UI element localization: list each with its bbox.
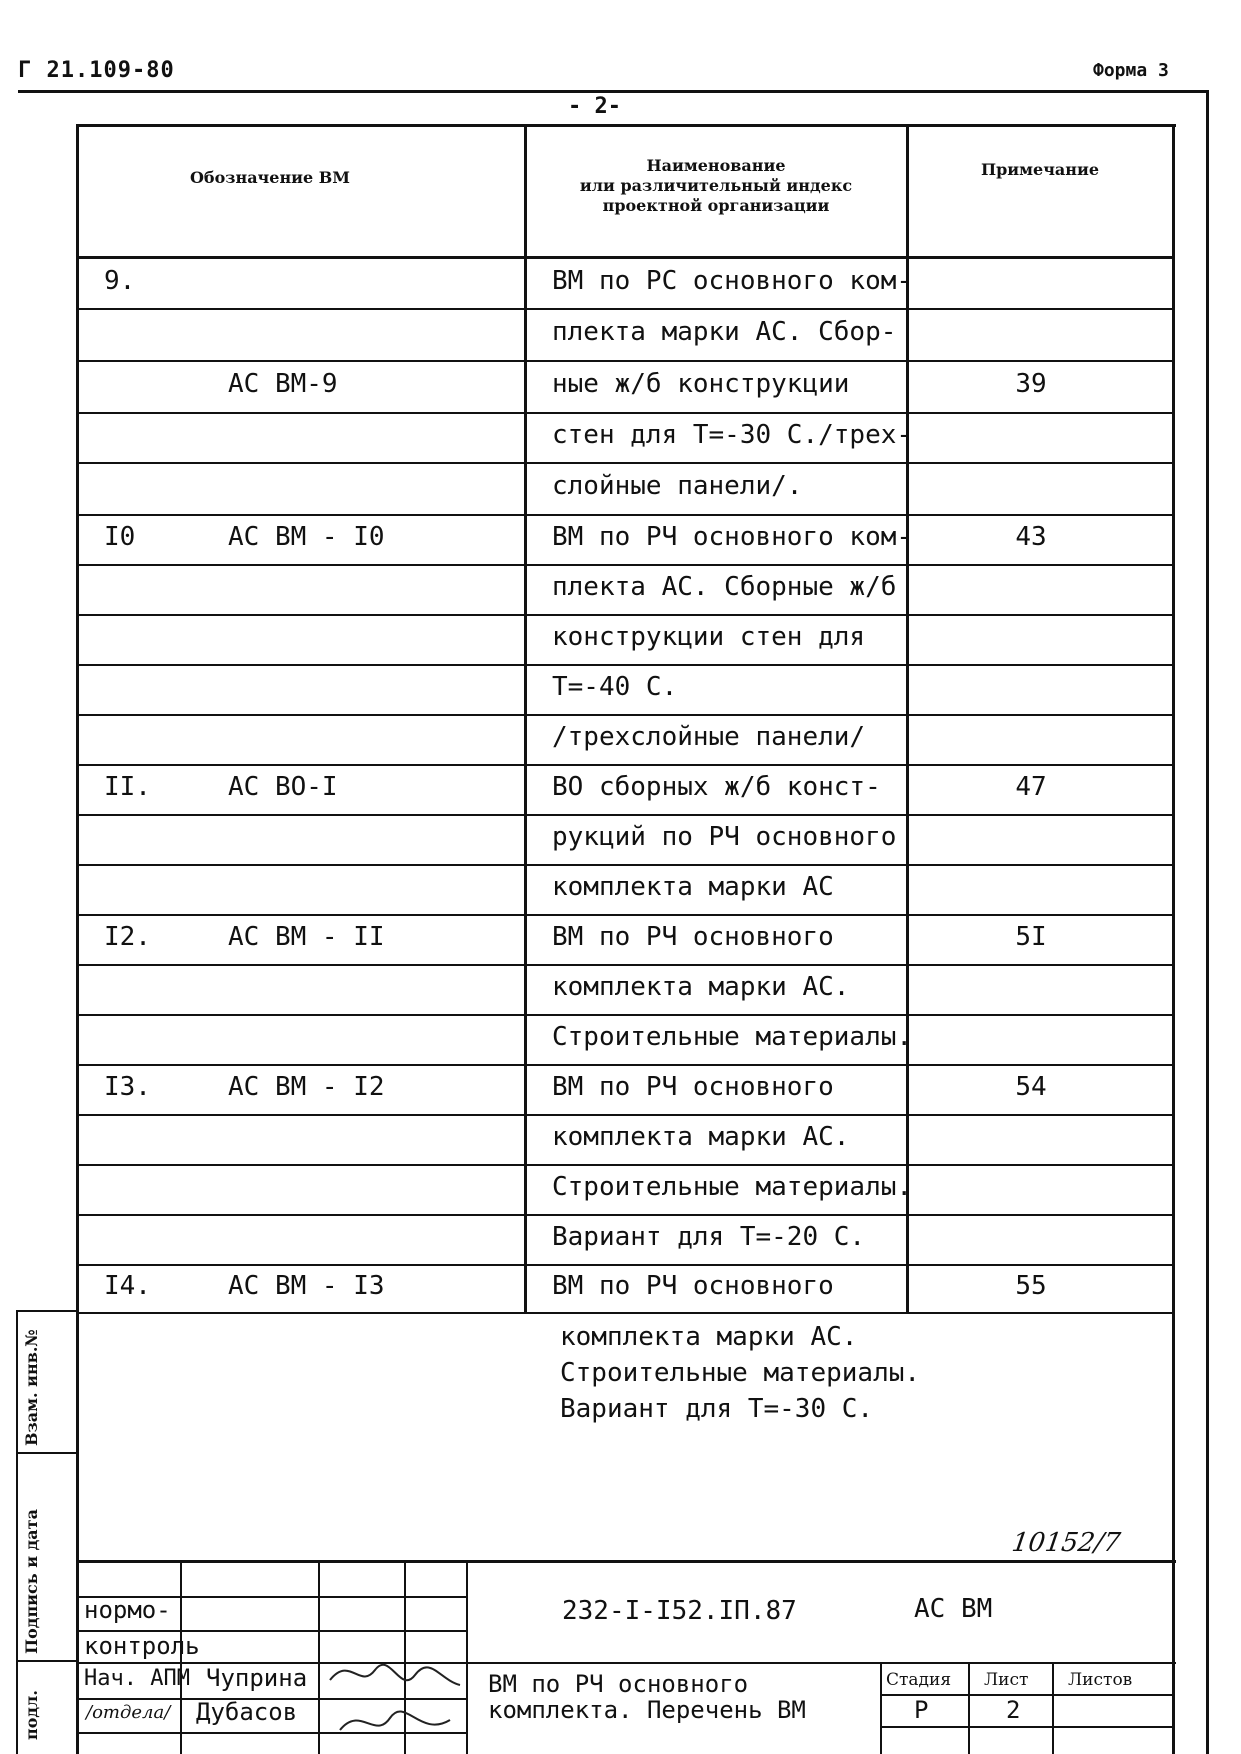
top-frame-line [18, 90, 1208, 93]
row-note: 39 [1015, 369, 1047, 399]
head-role: Нач. АПМ [84, 1666, 190, 1691]
row-name: Т=-40 С. [552, 672, 678, 702]
row-name: Строительные материалы. [552, 1022, 913, 1052]
row-designation: АС ВМ - II [228, 922, 385, 952]
dept-role: /отдела/ [86, 1702, 171, 1723]
trailing-line-2: Строительные материалы. [560, 1358, 921, 1388]
col-header-designation: Обозначение ВМ [189, 168, 351, 187]
col-header-name-line2: или различительный индекс [579, 176, 853, 195]
row-name: комплекта марки АС. [552, 972, 850, 1002]
row-number: I0 [104, 522, 136, 552]
head-name: Чуприна [206, 1664, 308, 1692]
document-mark: АС ВМ [914, 1594, 993, 1624]
col-divider-1 [524, 124, 527, 1312]
col-header-note: Примечание [980, 160, 1100, 179]
col-header-name-line1: Наименование [646, 156, 786, 175]
signature-strokes [320, 1650, 470, 1754]
row-divider [76, 564, 1174, 566]
row-name: рукций по РЧ основного [552, 822, 897, 852]
row-divider [76, 462, 1174, 464]
row-divider [76, 914, 1174, 916]
row-designation: АС ВМ - I3 [228, 1271, 385, 1301]
standard-ref: Г 21.109-80 [18, 58, 175, 83]
table-left-line [76, 124, 79, 1754]
row-divider [76, 664, 1174, 666]
sheets-label: Листов [1068, 1670, 1133, 1690]
tb-h7 [880, 1726, 1174, 1728]
tb-v7 [1052, 1662, 1054, 1754]
row-name: ВМ по РЧ основного [552, 1271, 834, 1301]
col-header-name [526, 156, 906, 216]
norm-control-label-2: контроль [84, 1632, 200, 1660]
row-number: II. [104, 772, 151, 802]
row-divider [76, 1312, 1174, 1314]
sheet-title-line2: комплекта. Перечень ВМ [488, 1696, 806, 1724]
sidebar-label-signature-date: Подпись и дата [22, 1509, 41, 1654]
row-name: ВМ по РС основного ком- [552, 266, 913, 296]
row-number: I3. [104, 1072, 151, 1102]
archive-number: 10152/7 [1009, 1528, 1123, 1558]
sheet-label: Лист [984, 1670, 1029, 1690]
row-number: 9. [104, 266, 136, 296]
sidebar-line-1 [16, 1310, 78, 1312]
row-divider [76, 1214, 1174, 1216]
row-divider [76, 964, 1174, 966]
form-label: Форма 3 [1093, 60, 1169, 81]
row-designation: АС ВО-I [228, 772, 338, 802]
row-note: 55 [1015, 1271, 1047, 1301]
row-name: комплекта марки АС. [552, 1122, 850, 1152]
trailing-line-1: комплекта марки АС. [560, 1322, 858, 1352]
row-divider [76, 1264, 1174, 1266]
sidebar-label-replace-inv: Взам. инв.№ [22, 1329, 41, 1446]
dept-name: Дубасов [196, 1698, 298, 1726]
sidebar-left-line [16, 1310, 18, 1754]
row-name: комплекта марки АС [552, 872, 834, 902]
row-divider [76, 864, 1174, 866]
row-name: Строительные материалы. [552, 1172, 913, 1202]
document-code: 232-I-I52.IП.87 [562, 1596, 797, 1626]
row-divider [76, 614, 1174, 616]
tb-v5 [880, 1662, 882, 1754]
norm-control-label-1: нормо- [84, 1596, 171, 1624]
row-name: ные ж/б конструкции [552, 369, 850, 399]
row-divider [76, 1164, 1174, 1166]
row-designation: АС ВМ - I0 [228, 522, 385, 552]
trailing-line-3: Вариант для Т=-30 С. [560, 1394, 874, 1424]
row-note: 47 [1015, 772, 1047, 802]
row-designation: АС ВМ - I2 [228, 1072, 385, 1102]
titleblock-top-line [76, 1560, 1176, 1563]
page-number: - 2- [568, 94, 621, 119]
row-name: ВО сборных ж/б конст- [552, 772, 881, 802]
sidebar-label-original: подл. [22, 1690, 41, 1740]
outer-right-line [1206, 90, 1209, 1754]
row-name: слойные панели/. [552, 471, 803, 501]
sidebar-line-2 [16, 1452, 78, 1454]
row-divider [76, 714, 1174, 716]
row-number: I2. [104, 922, 151, 952]
row-note: 54 [1015, 1072, 1047, 1102]
row-number: I4. [104, 1271, 151, 1301]
table-top-line [76, 124, 1176, 127]
row-divider [76, 1014, 1174, 1016]
sheet-title-line1: ВМ по РЧ основного [488, 1670, 749, 1698]
row-name: ВМ по РЧ основного [552, 922, 834, 952]
row-divider [76, 1114, 1174, 1116]
row-name: Вариант для Т=-20 С. [552, 1222, 866, 1252]
row-note: 5I [1015, 922, 1047, 952]
row-name: конструкции стен для [552, 622, 866, 652]
tb-v6 [968, 1662, 970, 1754]
row-divider [76, 412, 1174, 414]
header-bottom-line [76, 256, 1174, 259]
col-header-name-line3: проектной организации [602, 196, 830, 215]
sidebar-line-3 [16, 1660, 78, 1662]
row-name: ВМ по РЧ основного [552, 1072, 834, 1102]
col-divider-2 [906, 124, 909, 1312]
row-name: /трехслойные панели/ [552, 722, 866, 752]
stage-label: Стадия [886, 1670, 952, 1690]
row-divider [76, 1064, 1174, 1066]
table-right-line [1172, 124, 1175, 1754]
row-divider [76, 764, 1174, 766]
row-note: 43 [1015, 522, 1047, 552]
row-divider [76, 308, 1174, 310]
row-name: стен для Т=-30 С./трех- [552, 420, 913, 450]
row-divider [76, 814, 1174, 816]
row-designation: АС ВМ-9 [228, 369, 338, 399]
row-divider [76, 360, 1174, 362]
row-divider [76, 514, 1174, 516]
stage-value: Р [914, 1696, 929, 1724]
row-name: плекта марки АС. Сбор- [552, 317, 897, 347]
row-name: плекта АС. Сборные ж/б [552, 572, 897, 602]
row-name: ВМ по РЧ основного ком- [552, 522, 913, 552]
sheet-value: 2 [1006, 1696, 1021, 1724]
